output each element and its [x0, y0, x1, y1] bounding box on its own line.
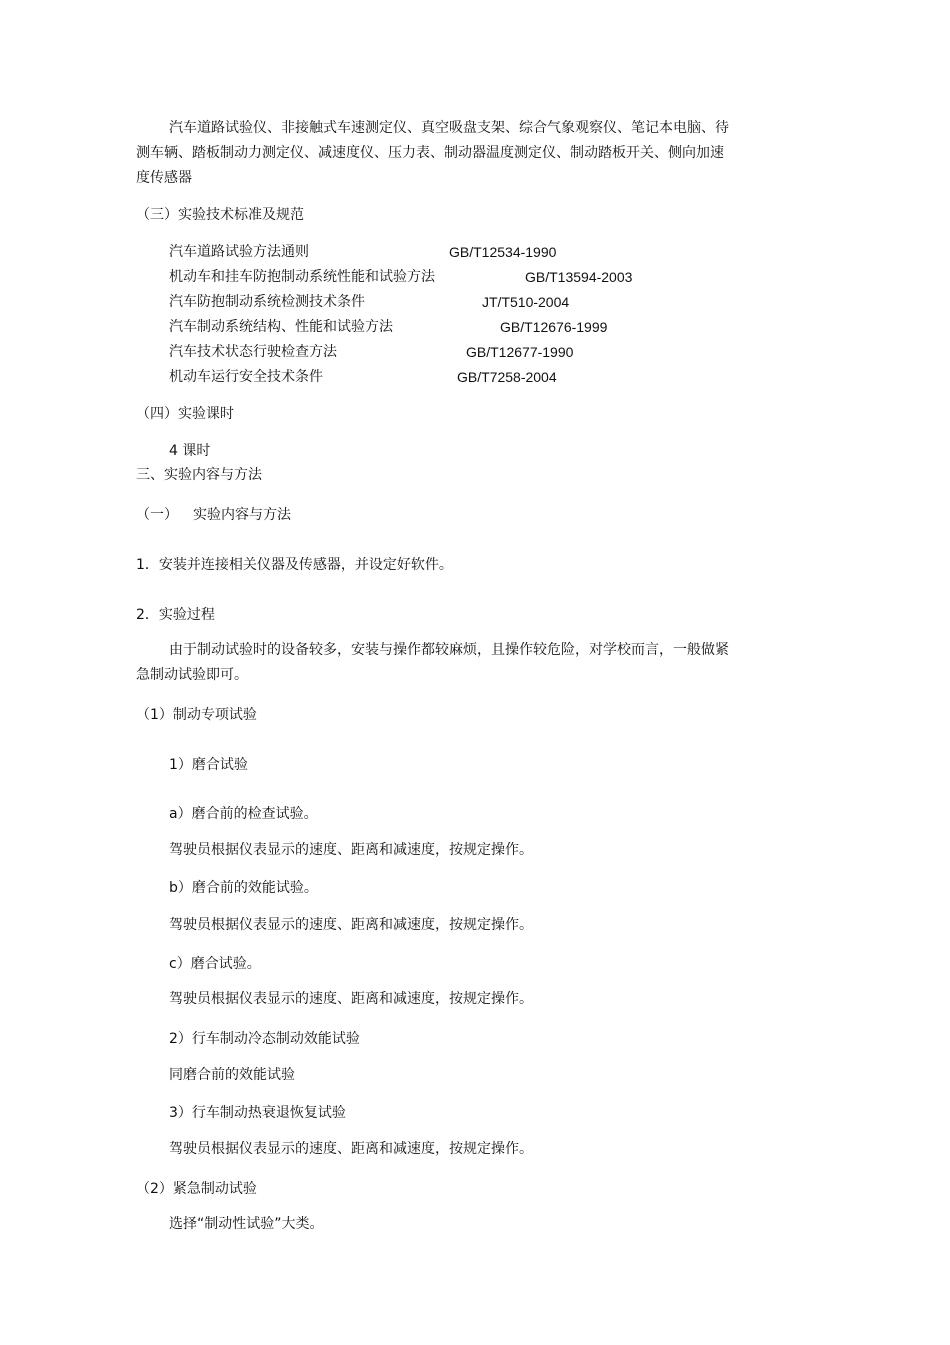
standard-name: 汽车技术状态行驶检查方法 [169, 344, 337, 360]
item-c-title: c）磨合试验。 [169, 956, 261, 972]
item-b-title: b）磨合前的效能试验。 [169, 880, 318, 896]
standard-name: 汽车制动系统结构、性能和试验方法 [169, 319, 393, 335]
standard-code: GB/T7258-2004 [457, 369, 557, 385]
part-3-heading: 三、实验内容与方法 [136, 467, 262, 483]
item-1-3-heading: 3）行车制动热衰退恢复试验 [169, 1105, 346, 1121]
section-3-heading: （三）实验技术标准及规范 [136, 207, 304, 223]
standard-code: GB/T12677-1990 [466, 344, 574, 360]
standard-code: JT/T510-2004 [482, 294, 570, 310]
step-2-desc-line-2: 急制动试验即可。 [136, 667, 248, 683]
standard-code: GB/T12676-1999 [500, 319, 608, 335]
subsection-1-label: （一） [136, 507, 178, 523]
standard-code: GB/T13594-2003 [525, 269, 633, 285]
item-b-desc: 驾驶员根据仪表显示的速度、距离和减速度，按规定操作。 [169, 917, 533, 933]
item-a-title: a）磨合前的检查试验。 [169, 806, 318, 822]
standard-name: 机动车和挂车防抱制动系统性能和试验方法 [169, 269, 435, 285]
class-hours: 4 课时 [169, 443, 211, 459]
step-2-desc-line-1: 由于制动试验时的设备较多，安装与操作都较麻烦，且操作较危险，对学校而言，一般做紧 [169, 642, 729, 658]
section-4-heading: （四）实验课时 [136, 406, 234, 422]
subsection-1-title: 实验内容与方法 [193, 507, 291, 523]
step-1: 1．安装并连接相关仪器及传感器，并设定好软件。 [136, 557, 453, 573]
standard-name: 机动车运行安全技术条件 [169, 369, 323, 385]
item-1-2-heading: 2）行车制动冷态制动效能试验 [169, 1031, 360, 1047]
item-1-3-desc: 驾驶员根据仪表显示的速度、距离和减速度，按规定操作。 [169, 1141, 533, 1157]
item-2-heading: （2）紧急制动试验 [136, 1181, 257, 1197]
step-2: 2．实验过程 [136, 607, 215, 623]
item-a-desc: 驾驶员根据仪表显示的速度、距离和减速度，按规定操作。 [169, 842, 533, 858]
item-1-2-desc: 同磨合前的效能试验 [169, 1067, 295, 1083]
standard-name: 汽车道路试验方法通则 [169, 244, 309, 260]
standard-name: 汽车防抱制动系统检测技术条件 [169, 294, 365, 310]
intro-line-1: 汽车道路试验仪、非接触式车速测定仪、真空吸盘支架、综合气象观察仪、笔记本电脑、待 [169, 120, 729, 136]
item-1-heading: （1）制动专项试验 [136, 707, 257, 723]
item-c-desc: 驾驶员根据仪表显示的速度、距离和减速度，按规定操作。 [169, 991, 533, 1007]
intro-line-3: 度传感器 [136, 170, 192, 186]
item-1-1-heading: 1）磨合试验 [169, 757, 248, 773]
item-2-desc: 选择“制动性试验”大类。 [169, 1216, 324, 1232]
standard-code: GB/T12534-1990 [449, 244, 557, 260]
intro-line-2: 测车辆、踏板制动力测定仪、减速度仪、压力表、制动器温度测定仪、制动踏板开关、侧向加速 [136, 145, 724, 161]
